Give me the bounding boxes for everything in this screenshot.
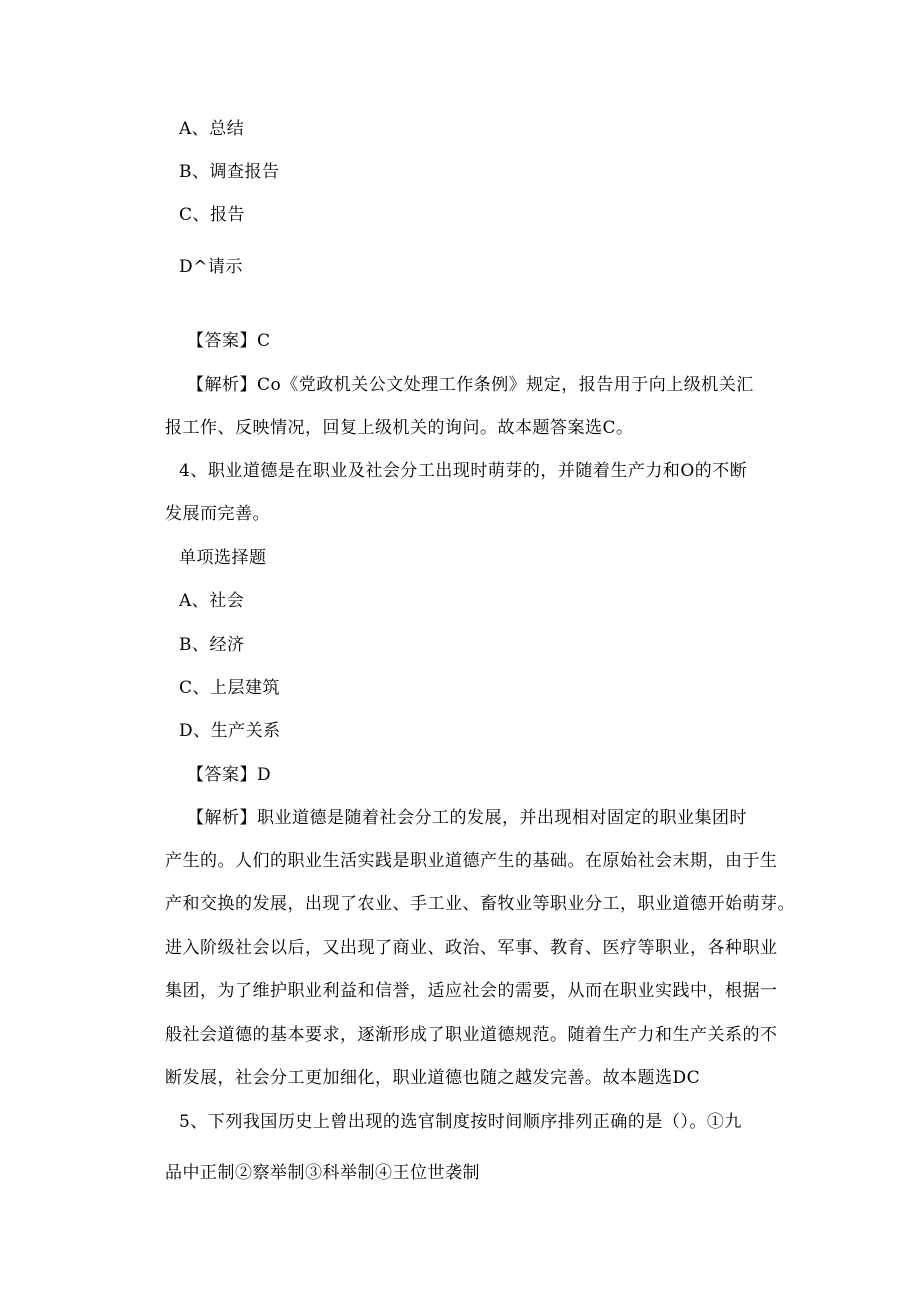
explanation-line: 集团，为了维护职业利益和信誉，适应社会的需要，从而在职业实践中，根据一 bbox=[165, 981, 778, 1001]
option-c: C、上层建筑 bbox=[179, 678, 281, 698]
question-type: 单项选择题 bbox=[179, 548, 267, 568]
option-a: A、社会 bbox=[179, 591, 245, 611]
explanation-line: 断发展，社会分工更加细化，职业道德也随之越发完善。故本题选DC bbox=[165, 1068, 701, 1088]
question-text: 发展而完善。 bbox=[165, 504, 270, 524]
option-b: B、经济 bbox=[179, 635, 245, 655]
option-a: A、总结 bbox=[179, 119, 245, 139]
option-c: C、报告 bbox=[179, 205, 246, 225]
question-text: 品中正制②察举制③科举制④王位世袭制 bbox=[165, 1163, 480, 1183]
explanation-line: 【解析】职业道德是随着社会分工的发展，并出现相对固定的职业集团时 bbox=[187, 808, 747, 828]
explanation-line: 进入阶级社会以后，又出现了商业、政治、军事、教育、医疗等职业，各种职业 bbox=[165, 938, 778, 958]
explanation-line: 报工作、反映情况，回复上级机关的询问。故本题答案选C。 bbox=[165, 418, 634, 438]
explanation-line: 产生的。人们的职业生活实践是职业道德产生的基础。在原始社会末期，由于生 bbox=[165, 851, 778, 871]
answer-label: 【答案】D bbox=[187, 765, 272, 785]
explanation-line: 【解析】Co《党政机关公文处理工作条例》规定，报告用于向上级机关汇 bbox=[187, 375, 754, 395]
explanation-line: 般社会道德的基本要求，逐渐形成了职业道德规范。随着生产力和生产关系的不 bbox=[165, 1025, 778, 1045]
answer-label: 【答案】C bbox=[187, 331, 271, 351]
explanation-line: 产和交换的发展，出现了农业、手工业、畜牧业等职业分工，职业道德开始萌芽。 bbox=[165, 894, 795, 914]
option-b: B、调查报告 bbox=[179, 162, 280, 182]
option-d: D^请示 bbox=[179, 257, 243, 277]
question-text: 5、下列我国历史上曾出现的选官制度按时间顺序排列正确的是（）。①九 bbox=[179, 1112, 742, 1132]
option-d: D、生产关系 bbox=[179, 721, 281, 741]
question-text: 4、职业道德是在职业及社会分工出现时萌芽的，并随着生产力和O的不断 bbox=[179, 461, 748, 481]
